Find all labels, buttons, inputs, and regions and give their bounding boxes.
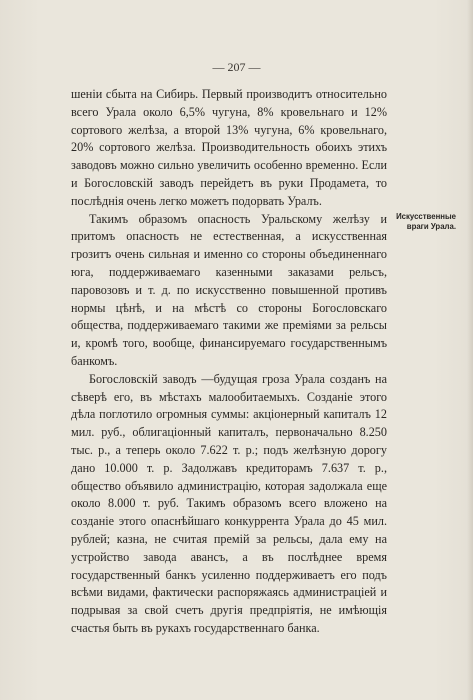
margin-note-line-1: Искусственные — [396, 212, 456, 221]
paragraph-2: Такимъ образомъ опасность Уральскому желѣзу и притомъ опасность не естественная, а искусственная грозитъ очень сильная и именно со стороны объединеннаго юга, поддерживаемаго казенными заказами рельсъ, паровозовъ и т. д. по искусственно повышенной противъ нормы цѣнѣ, и на мѣстѣ со стороны Богословскаго общества, поддерживаемаго такими же премiями за рельсы и, кромѣ того, вообще, финансируемаго государственнымъ банкомъ. — [71, 211, 387, 368]
body-text — [71, 86, 387, 638]
paragraph-3: Богословскiй заводъ —будущая гроза Урала созданъ на сѣверѣ его, въ мѣстахъ малообитаемыхъ. Созданiе этого дѣла поглотило огромныя суммы: акцiонерный капиталъ 12 мил. руб., облигацiонный капиталъ, первоначально 8.250 тыс. р., а теперь около 7.622 т. р.; подъ желѣзную дорогу дано 10.000 т. р. Задолжавъ кредиторамъ 7.637 т. р., общество объявило администрацiю, которая задолжала еще около 8.000 т. руб. Такимъ образомъ всего вложено на созданiе этого опаснѣйшаго конкуррента Урала до 45 мил. рублей; казна, не считая премiй за рельсы, дала ему на устройство завода авансъ, а въ послѣднее время государственный банкъ усиленно поддерживаетъ его подъ всѣми видами, фактически распоряжаясь администрацiей и подрывая за свой счетъ другiя предпрiятiя, не имѣющiя счастья быть въ рукахъ государственнаго банка. — [71, 371, 387, 635]
page-edge-shadow — [467, 0, 473, 700]
margin-note — [392, 212, 456, 232]
paragraph-1: шенiи сбыта на Сибирь. Первый производитъ относительно всего Урала около 6,5% чугуна, 8% кровельнаго и 12% сортового желѣза, а второй 13% чугуна, 6% кровельнаго, 20% сортового желѣза. Производительность обоихъ этихъ заводовъ можно сильно увеличить особенно временно. Если и Богословскiй заводъ перейдетъ въ руки Продамета, то послѣднiя очень легко можетъ подорвать Уралъ. — [71, 87, 387, 208]
page-number: — 207 — — [212, 60, 261, 74]
margin-note-line-2: враги Урала. — [406, 222, 456, 231]
